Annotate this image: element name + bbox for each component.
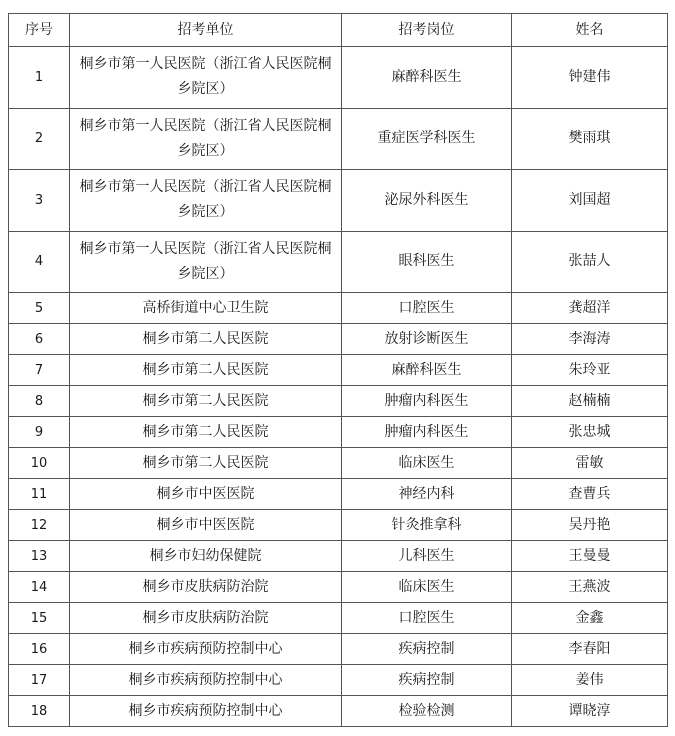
cell-post: 口腔医生 <box>342 603 512 634</box>
cell-name: 赵楠楠 <box>512 386 668 417</box>
cell-post: 临床医生 <box>342 448 512 479</box>
table-row <box>9 386 668 417</box>
cell-unit: 桐乡市疾病预防控制中心 <box>70 696 342 727</box>
table-header-row <box>9 14 668 47</box>
cell-post: 检验检测 <box>342 696 512 727</box>
table-row <box>9 603 668 634</box>
cell-post: 口腔医生 <box>342 293 512 324</box>
header-post: 招考岗位 <box>342 14 512 47</box>
cell-unit: 桐乡市中医医院 <box>70 510 342 541</box>
cell-name: 雷敏 <box>512 448 668 479</box>
header-no: 序号 <box>9 14 70 47</box>
cell-unit: 桐乡市妇幼保健院 <box>70 541 342 572</box>
table-row <box>9 108 668 170</box>
cell-unit: 桐乡市第二人民医院 <box>70 355 342 386</box>
cell-name: 龚超洋 <box>512 293 668 324</box>
hiring-roster-table <box>8 13 668 727</box>
cell-post: 麻醉科医生 <box>342 47 512 109</box>
header-name: 姓名 <box>512 14 668 47</box>
cell-unit: 桐乡市第一人民医院（浙江省人民医院桐乡院区） <box>70 108 342 170</box>
cell-post: 临床医生 <box>342 572 512 603</box>
cell-post: 疾病控制 <box>342 634 512 665</box>
cell-no: 1 <box>9 47 70 109</box>
cell-name: 张忠城 <box>512 417 668 448</box>
cell-no: 12 <box>9 510 70 541</box>
cell-name: 张喆人 <box>512 231 668 293</box>
cell-no: 14 <box>9 572 70 603</box>
cell-unit: 桐乡市第一人民医院（浙江省人民医院桐乡院区） <box>70 231 342 293</box>
cell-no: 8 <box>9 386 70 417</box>
cell-unit: 桐乡市疾病预防控制中心 <box>70 634 342 665</box>
table-row <box>9 634 668 665</box>
table-row <box>9 231 668 293</box>
table-row <box>9 324 668 355</box>
cell-no: 5 <box>9 293 70 324</box>
table-row <box>9 541 668 572</box>
cell-unit: 桐乡市第二人民医院 <box>70 448 342 479</box>
cell-no: 7 <box>9 355 70 386</box>
table-row <box>9 479 668 510</box>
cell-post: 儿科医生 <box>342 541 512 572</box>
cell-no: 2 <box>9 108 70 170</box>
cell-no: 6 <box>9 324 70 355</box>
cell-unit: 桐乡市疾病预防控制中心 <box>70 665 342 696</box>
cell-name: 朱玲亚 <box>512 355 668 386</box>
cell-post: 肿瘤内科医生 <box>342 386 512 417</box>
cell-post: 重症医学科医生 <box>342 108 512 170</box>
cell-unit: 高桥街道中心卫生院 <box>70 293 342 324</box>
cell-name: 金鑫 <box>512 603 668 634</box>
cell-post: 针灸推拿科 <box>342 510 512 541</box>
cell-name: 钟建伟 <box>512 47 668 109</box>
cell-no: 18 <box>9 696 70 727</box>
cell-no: 17 <box>9 665 70 696</box>
cell-name: 王燕波 <box>512 572 668 603</box>
table-row <box>9 170 668 232</box>
cell-no: 9 <box>9 417 70 448</box>
cell-no: 11 <box>9 479 70 510</box>
cell-no: 13 <box>9 541 70 572</box>
cell-name: 姜伟 <box>512 665 668 696</box>
cell-unit: 桐乡市第二人民医院 <box>70 417 342 448</box>
table-row <box>9 572 668 603</box>
cell-name: 刘国超 <box>512 170 668 232</box>
cell-name: 王曼曼 <box>512 541 668 572</box>
cell-post: 泌尿外科医生 <box>342 170 512 232</box>
header-unit: 招考单位 <box>70 14 342 47</box>
cell-unit: 桐乡市皮肤病防治院 <box>70 603 342 634</box>
table-body <box>9 47 668 727</box>
table-row <box>9 417 668 448</box>
cell-unit: 桐乡市第一人民医院（浙江省人民医院桐乡院区） <box>70 170 342 232</box>
cell-name: 樊雨琪 <box>512 108 668 170</box>
cell-name: 李春阳 <box>512 634 668 665</box>
cell-no: 15 <box>9 603 70 634</box>
cell-post: 神经内科 <box>342 479 512 510</box>
cell-post: 肿瘤内科医生 <box>342 417 512 448</box>
cell-unit: 桐乡市第二人民医院 <box>70 386 342 417</box>
table-row <box>9 293 668 324</box>
cell-no: 4 <box>9 231 70 293</box>
cell-name: 谭晓淳 <box>512 696 668 727</box>
cell-post: 眼科医生 <box>342 231 512 293</box>
table-row <box>9 355 668 386</box>
table-row <box>9 510 668 541</box>
cell-unit: 桐乡市第二人民医院 <box>70 324 342 355</box>
cell-name: 吴丹艳 <box>512 510 668 541</box>
cell-unit: 桐乡市第一人民医院（浙江省人民医院桐乡院区） <box>70 47 342 109</box>
cell-post: 麻醉科医生 <box>342 355 512 386</box>
cell-no: 10 <box>9 448 70 479</box>
cell-post: 放射诊断医生 <box>342 324 512 355</box>
cell-no: 3 <box>9 170 70 232</box>
cell-unit: 桐乡市中医医院 <box>70 479 342 510</box>
table-row <box>9 47 668 109</box>
cell-unit: 桐乡市皮肤病防治院 <box>70 572 342 603</box>
cell-no: 16 <box>9 634 70 665</box>
cell-name: 查曹兵 <box>512 479 668 510</box>
cell-post: 疾病控制 <box>342 665 512 696</box>
table-row <box>9 448 668 479</box>
cell-name: 李海涛 <box>512 324 668 355</box>
table-row <box>9 696 668 727</box>
table-row <box>9 665 668 696</box>
